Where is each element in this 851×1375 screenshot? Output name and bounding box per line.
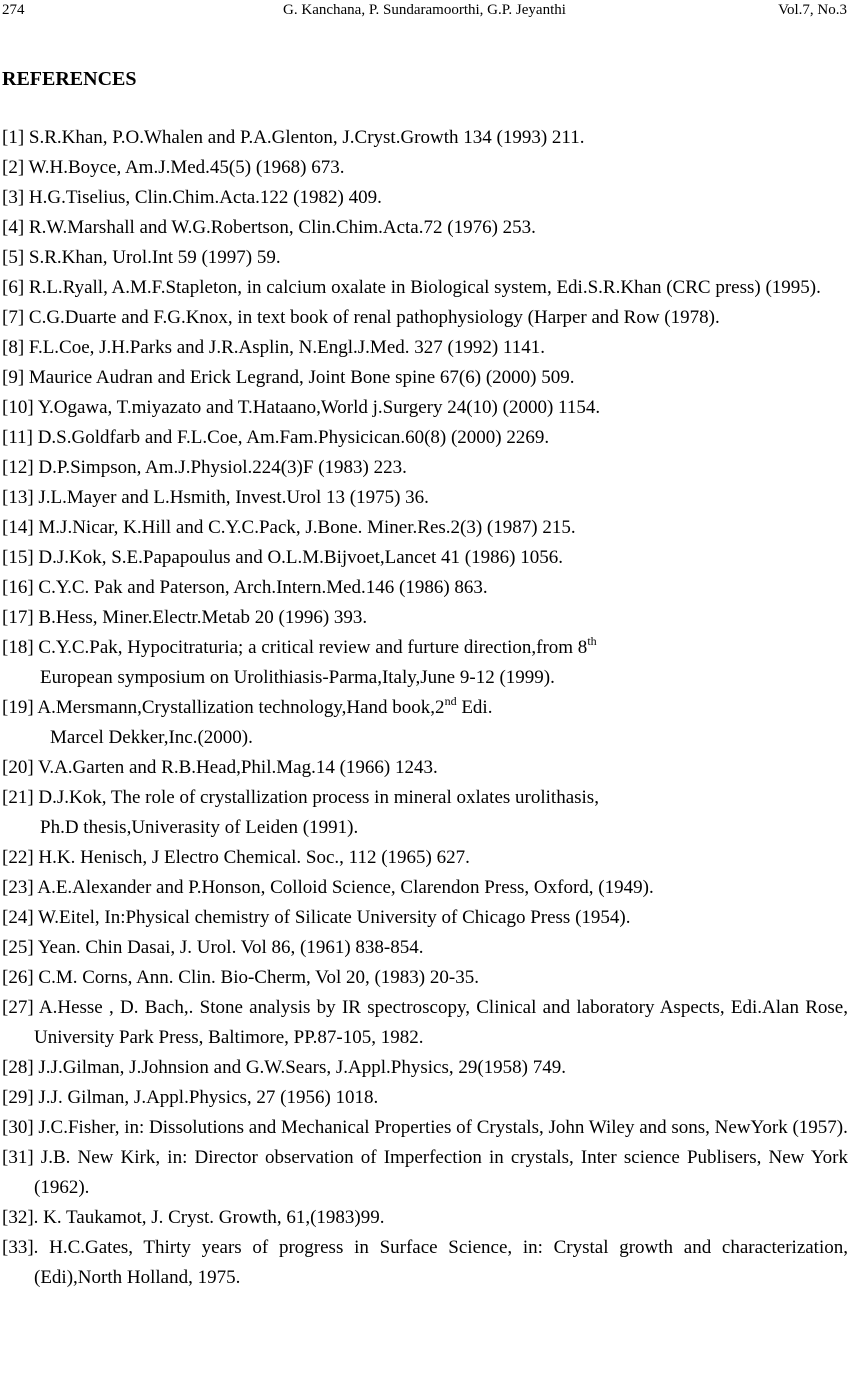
reference-item: [8] F.L.Coe, J.H.Parks and J.R.Asplin, N.Engl.J.Med. 327 (1992) 1141. xyxy=(2,337,545,358)
reference-item: [6] R.L.Ryall, A.M.F.Stapleton, in calcium oxalate in Biological system, Edi.S.R.Khan (CRC press) (1995). xyxy=(2,277,821,298)
reference-item: [7] C.G.Duarte and F.G.Knox, in text book of renal pathophysiology (Harper and Row (1978). xyxy=(2,307,720,328)
reference-item: [3] H.G.Tiselius, Clin.Chim.Acta.122 (1982) 409. xyxy=(2,187,382,208)
ordinal-superscript: th xyxy=(587,634,597,648)
reference-item: [27] A.Hesse , D. Bach,. Stone analysis by IR spectroscopy, Clinical and laboratory Aspects, Edi.Alan Rose, University Park Press, Baltimore, PP.87-105, 1982. xyxy=(2,997,848,1048)
reference-item xyxy=(2,783,848,843)
reference-text: [21] D.J.Kok, The role of crystallization process in mineral oxlates urolithasis, xyxy=(2,787,599,808)
reference-text: [19] A.Mersmann,Crystallization technology,Hand book,2 xyxy=(2,697,445,718)
running-header xyxy=(2,0,847,24)
reference-item: [26] C.M. Corns, Ann. Clin. Bio-Cherm, Vol 20, (1983) 20-35. xyxy=(2,967,479,988)
reference-item: [10] Y.Ogawa, T.miyazato and T.Hataano,World j.Surgery 24(10) (2000) 1154. xyxy=(2,397,601,418)
reference-item: [25] Yean. Chin Dasai, J. Urol. Vol 86, (1961) 838-854. xyxy=(2,937,424,958)
reference-text: [18] C.Y.C.Pak, Hypocitraturia; a critical review and furture direction,from 8 xyxy=(2,637,588,658)
reference-item: [4] R.W.Marshall and W.G.Robertson, Clin.Chim.Acta.72 (1976) 253. xyxy=(2,217,536,238)
reference-item xyxy=(2,633,848,693)
reference-item: [16] C.Y.C. Pak and Paterson, Arch.Intern.Med.146 (1986) 863. xyxy=(2,577,488,598)
reference-item: [23] A.E.Alexander and P.Honson, Colloid Science, Clarendon Press, Oxford, (1949). xyxy=(2,877,654,898)
reference-item: [12] D.P.Simpson, Am.J.Physiol.224(3)F (1983) 223. xyxy=(2,457,407,478)
reference-item: [29] J.J. Gilman, J.Appl.Physics, 27 (1956) 1018. xyxy=(2,1087,379,1108)
reference-item xyxy=(2,693,848,753)
reference-item: [20] V.A.Garten and R.B.Head,Phil.Mag.14 (1966) 1243. xyxy=(2,757,438,778)
reference-item: [15] D.J.Kok, S.E.Papapoulus and O.L.M.Bijvoet,Lancet 41 (1986) 1056. xyxy=(2,547,563,568)
reference-item: [9] Maurice Audran and Erick Legrand, Joint Bone spine 67(6) (2000) 509. xyxy=(2,367,575,388)
reference-continuation: European symposium on Urolithiasis-Parma,Italy,June 9-12 (1999). xyxy=(40,667,555,688)
reference-item: [11] D.S.Goldfarb and F.L.Coe, Am.Fam.Physicican.60(8) (2000) 2269. xyxy=(2,427,550,448)
reference-item: [14] M.J.Nicar, K.Hill and C.Y.C.Pack, J.Bone. Miner.Res.2(3) (1987) 215. xyxy=(2,517,576,538)
reference-item: [28] J.J.Gilman, J.Johnsion and G.W.Sears, J.Appl.Physics, 29(1958) 749. xyxy=(2,1057,567,1078)
reference-list xyxy=(2,123,848,1293)
reference-item: [5] S.R.Khan, Urol.Int 59 (1997) 59. xyxy=(2,247,281,268)
reference-item: [32]. K. Taukamot, J. Cryst. Growth, 61,(1983)99. xyxy=(2,1207,385,1228)
reference-item: [1] S.R.Khan, P.O.Whalen and P.A.Glenton, J.Cryst.Growth 134 (1993) 211. xyxy=(2,127,585,148)
reference-item: [22] H.K. Henisch, J Electro Chemical. Soc., 112 (1965) 627. xyxy=(2,847,470,868)
reference-item: [24] W.Eitel, In:Physical chemistry of Silicate University of Chicago Press (1954). xyxy=(2,907,631,928)
reference-item: [31] J.B. New Kirk, in: Director observation of Imperfection in crystals, Inter science Publisers, New York (1962). xyxy=(2,1147,848,1198)
reference-item: [13] J.L.Mayer and L.Hsmith, Invest.Urol 13 (1975) 36. xyxy=(2,487,429,508)
reference-item: [17] B.Hess, Miner.Electr.Metab 20 (1996) 393. xyxy=(2,607,368,628)
references-heading: REFERENCES xyxy=(2,68,137,90)
reference-continuation: Ph.D thesis,Univerasity of Leiden (1991). xyxy=(40,817,359,838)
reference-text: Edi. xyxy=(456,697,493,718)
reference-item: [2] W.H.Boyce, Am.J.Med.45(5) (1968) 673. xyxy=(2,157,345,178)
reference-item: [30] J.C.Fisher, in: Dissolutions and Mechanical Properties of Crystals, John Wiley and sons, NewYork (1957). xyxy=(2,1117,848,1138)
ordinal-superscript: nd xyxy=(444,694,457,708)
running-authors: G. Kanchana, P. Sundaramoorthi, G.P. Jeyanthi xyxy=(283,2,566,18)
page-number: 274 xyxy=(2,2,25,18)
reference-continuation: Marcel Dekker,Inc.(2000). xyxy=(50,727,253,748)
reference-item: [33]. H.C.Gates, Thirty years of progress in Surface Science, in: Crystal growth and characterization,(Edi),North Holland, 1975. xyxy=(2,1237,848,1288)
volume-info: Vol.7, No.3 xyxy=(778,2,847,18)
